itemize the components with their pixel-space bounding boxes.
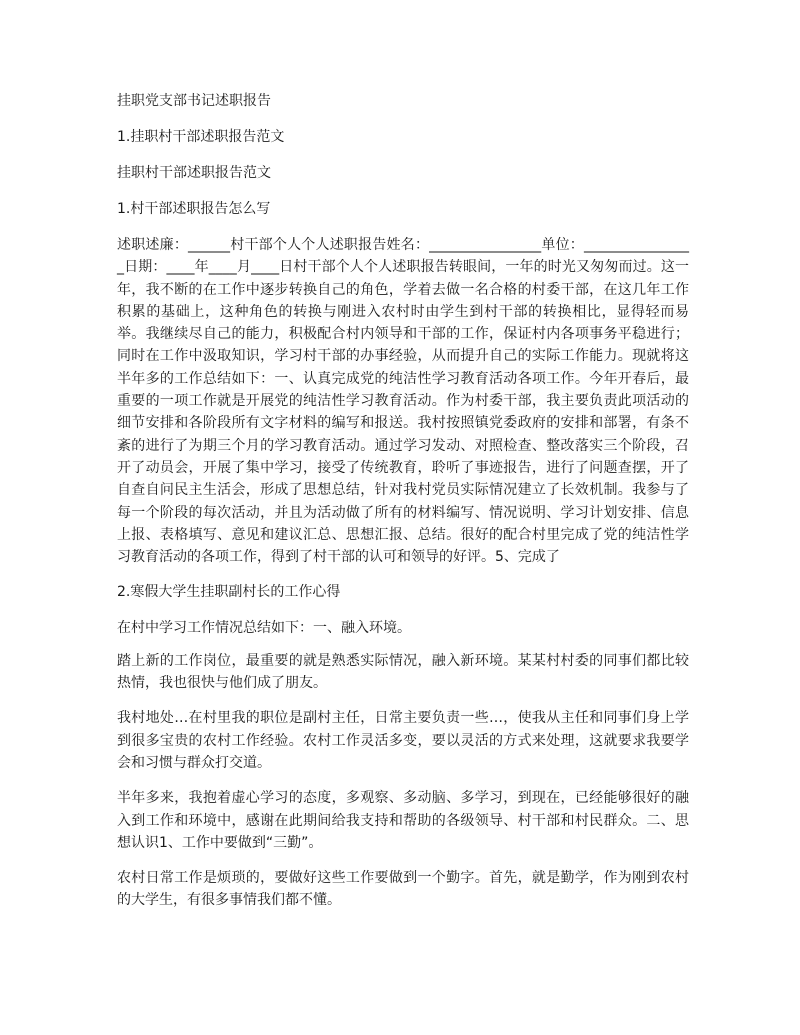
section-2-paragraph-1: 在村中学习工作情况总结如下：一、融入环境。: [117, 620, 411, 637]
section-1-subtitle: 挂职村干部述职报告范文: [117, 165, 271, 181]
section-1-body: 述职述廉：______村干部个人个人述职报告姓名：________________单位：________________日期：____年____月____日村干部个人个人述职报告转眼间，一年的时光又匆匆而过。这一年，我不断的在工作中逐步转换自己的角色，学着去做一名合格的村委干部，在这几年工作积累的基础上，这种角色的转换与刚进入农村时由学生到村干部的转换相比，显得轻而易举。我继续尽自己的能力，积极配合村内领导和干部的工作，保证村内各项事务平稳进行；同时在工作中汲取知识，学习村干部的办事经验，从而提升自己的实际工作能力。现就将这半年多的工作总结如下：一、认真完成党的纯洁性学习教育活动各项工作。今年开春后，最重要的一项工作就是开展党的纯洁性学习教育活动。作为村委干部，我主要负责此项活动的细节安排和各阶段所有文字材料的编写和报送。我村按照镇党委政府的安排和部署，有条不紊的进行了为期三个月的学习教育活动。通过学习发动、对照检查、整改落实三个阶段，召开了动员会，开展了集中学习，接受了传统教育，聆听了事迹报告，进行了问题查摆，开了自查自问民主生活会，形成了思想总结，针对我村党员实际情况建立了长效机制。我参与了每一个阶段的每次活动，并且为活动做了所有的材料编写、情况说明、学习计划安排、信息上报、表格填写、意见和建议汇总、思想汇报、总结。很好的配合村里完成了党的纯洁性学习教育活动的各项工作，得到了村干部的认可和领导的好评。5、完成了: [117, 237, 689, 566]
section-2-paragraph-2: 踏上新的工作岗位，最重要的就是熟悉实际情况，融入新环境。某某村村委的同事们都比较热情，我也很快与他们成了朋友。: [117, 652, 689, 692]
section-2-paragraph-3: 我村地处…在村里我的职位是副村主任，日常主要负责一些…，使我从主任和同事们身上学到很多宝贵的农村工作经验。农村工作灵活多变，要以灵活的方式来处理，这就要求我要学会和习惯与群众打交道。: [117, 710, 689, 771]
document-title: 挂职党支部书记述职报告: [117, 93, 271, 109]
section-2-paragraph-4: 半年多来，我抱着虚心学习的态度，多观察、多动脑、多学习，到现在，已经能够很好的融入到工作和环境中，感谢在此期间给我支持和帮助的各级领导、村干部和村民群众。二、思想认识1、工作中要做到“三勤”。: [117, 790, 689, 851]
document-content: [117, 90, 689, 925]
section-1-sub-heading: 1.村干部述职报告怎么写: [117, 201, 271, 217]
section-2-heading: 2.寒假大学生挂职副村长的工作心得: [117, 584, 341, 601]
section-1-heading: 1.挂职村干部述职报告范文: [117, 129, 285, 145]
section-2-paragraph-5: 农村日常工作是烦琐的，要做好这些工作要做到一个勤字。首先，就是勤学，作为刚到农村的大学生，有很多事情我们都不懂。: [117, 870, 689, 909]
